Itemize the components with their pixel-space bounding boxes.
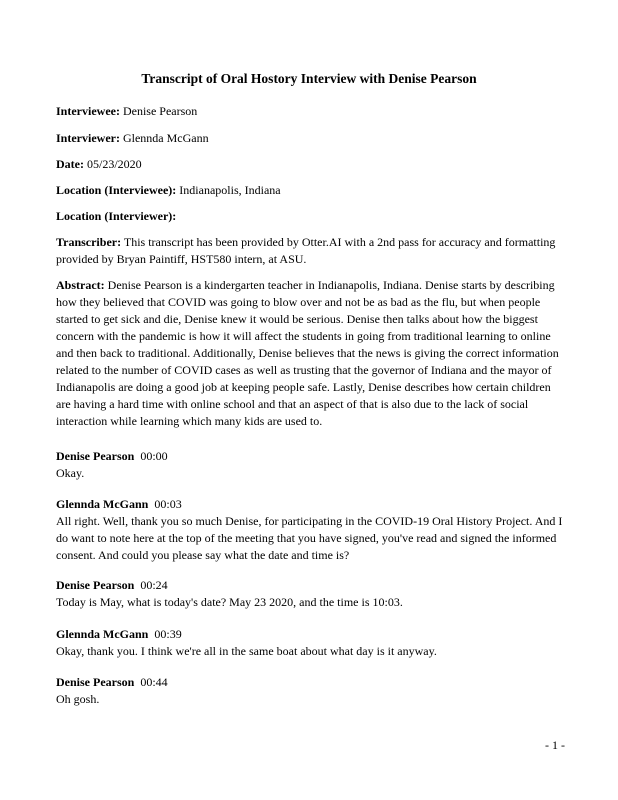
interviewee-field <box>56 103 566 120</box>
field-value: 05/23/2020 <box>83 157 142 171</box>
abstract-text: Denise Pearson is a kindergarten teacher in Indianapolis, Indiana. Denise starts by describing how they believed that COVID was going to blow over and not be as bad as the flu, but when people started to get sick and die, Denise knew it would be serious. Denise then talks about how the biggest concern with the pandemic is how it will affect the students in going from traditional learning to online and then back to traditional. Additionally, Denise believes that the news is giving the correct information related to the number of COVID cases as well as trusting that the governor of Indiana and the mayor of Indianapolis are doing a good job at keeping people safe. Lastly, Denise describes how certain children are having a hard time with online school and that an aspect of that is also due to the lack of social interaction while learning which many kids are used to. <box>56 278 559 428</box>
abstract-label: Abstract: <box>56 278 105 292</box>
utterance: Oh gosh. <box>56 692 100 706</box>
date-field <box>56 156 566 173</box>
speaker-name: Glennda McGann <box>56 497 149 511</box>
speaker-name: Glennda McGann <box>56 627 149 641</box>
utterance: All right. Well, thank you so much Denise, for participating in the COVID-19 Oral History Project. And I do want to note here at the top of the meeting that you have signed, you've read and signed the informed consent. And could you please say what the date and time is? <box>56 514 563 562</box>
interviewer-field <box>56 130 566 147</box>
timestamp: 00:44 <box>140 675 168 689</box>
field-label: Location (Interviewee): <box>56 183 177 197</box>
abstract-paragraph <box>56 277 568 430</box>
speaker-line <box>56 674 168 691</box>
field-label: Location (Interviewer): <box>56 209 177 223</box>
speaker-line <box>56 577 168 594</box>
field-label: Date: <box>56 157 84 171</box>
transcriber-text: This transcript has been provided by Otter.AI with a 2nd pass for accuracy and formatting provided by Bryan Paintiff, HST580 intern, at ASU. <box>56 235 556 266</box>
timestamp: 00:39 <box>154 627 182 641</box>
location-interviewee-field <box>56 182 566 199</box>
field-value: Indianapolis, Indiana <box>176 183 281 197</box>
location-interviewer-field <box>56 208 566 225</box>
speaker-name: Denise Pearson <box>56 578 135 592</box>
transcriber-label: Transcriber: <box>56 235 122 249</box>
document-title: Transcript of Oral Hostory Interview with Denise Pearson <box>141 71 477 86</box>
utterance: Okay. <box>56 466 85 480</box>
speaker-name: Denise Pearson <box>56 449 135 463</box>
field-value: Denise Pearson <box>119 104 198 118</box>
field-value: Glennda McGann <box>119 131 209 145</box>
field-label: Interviewer: <box>56 131 120 145</box>
speaker-line <box>56 626 182 643</box>
timestamp: 00:03 <box>154 497 182 511</box>
speaker-line <box>56 496 182 513</box>
transcriber-paragraph <box>56 234 568 268</box>
speaker-line <box>56 448 168 465</box>
utterance: Today is May, what is today's date? May 23 2020, and the time is 10:03. <box>56 595 403 609</box>
speaker-name: Denise Pearson <box>56 675 135 689</box>
utterance: Okay, thank you. I think we're all in the same boat about what day is it anyway. <box>56 644 437 658</box>
timestamp: 00:24 <box>140 578 168 592</box>
page-number: - 1 - <box>545 738 565 752</box>
field-label: Interviewee: <box>56 104 120 118</box>
timestamp: 00:00 <box>140 449 168 463</box>
